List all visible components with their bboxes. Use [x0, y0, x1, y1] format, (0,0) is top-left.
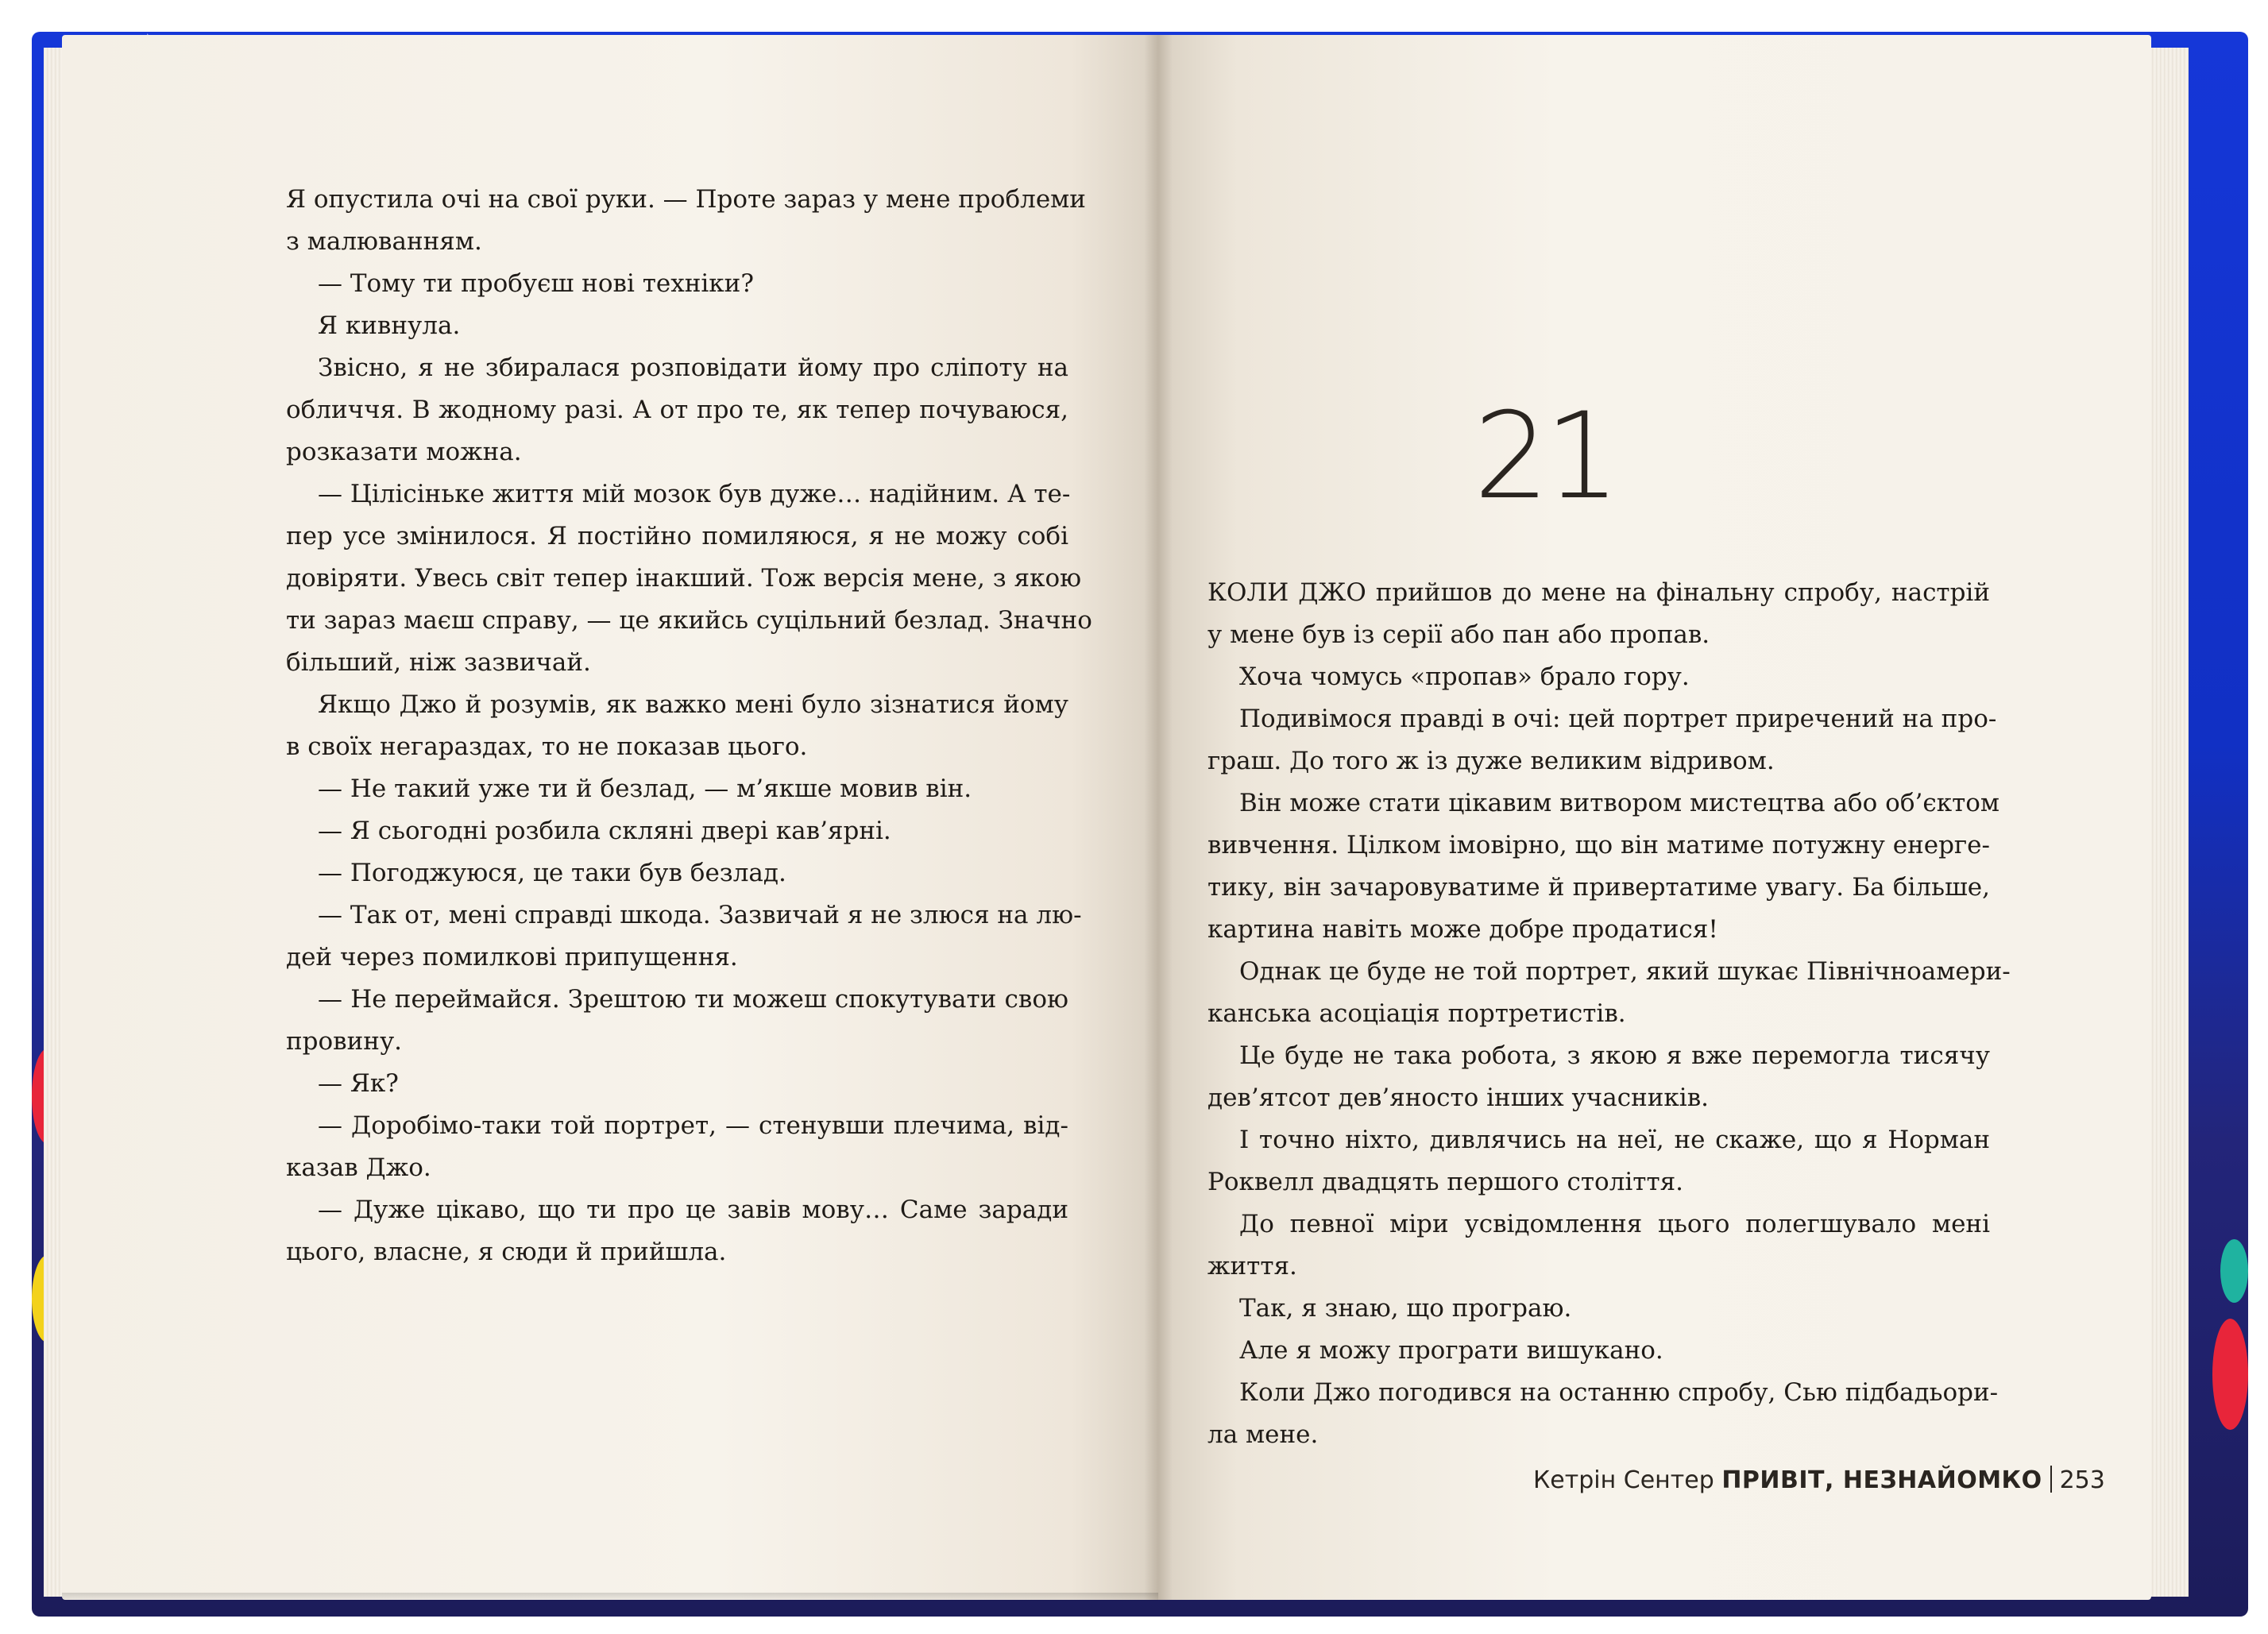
text-line: — Не такий уже ти й безлад, — м’якше мовив він.: [318, 775, 972, 803]
running-footer: [1533, 1466, 2105, 1494]
text-line: Подивімося правді в очі: цей портрет приречений на про-: [1239, 705, 1997, 733]
text-line: — Доробімо-таки той портрет, — стенувши плечима, від-: [318, 1111, 1068, 1140]
text-line: — Тому ти пробуєш нові техніки?: [318, 269, 754, 298]
text-line: — Погоджуюся, це таки був безлад.: [318, 859, 786, 887]
text-line: Звісно, я не збиралася розповідати йому про сліпоту на: [318, 353, 1068, 382]
left-page-text: [286, 179, 1092, 1273]
text-line: ти зараз маєш справу, — це якийсь суцільний безлад. Значно: [286, 606, 1092, 635]
text-line: граш. До того ж із дуже великим відривом.: [1207, 747, 1775, 775]
text-line: обличчя. В жодному разі. А от про те, як тепер почуваюся,: [286, 396, 1068, 424]
text-line: розказати можна.: [286, 438, 522, 466]
text-line: Він може стати цікавим витвором мистецтва або об’єктом: [1239, 789, 2000, 817]
flower-decoration: [2220, 1239, 2248, 1303]
chapter-number: 21: [1474, 388, 1616, 526]
text-line: канська асоціація портретистів.: [1207, 999, 1626, 1028]
text-line: дей через помилкові припущення.: [286, 943, 738, 972]
text-line: провину.: [286, 1027, 403, 1056]
page-shadow: [62, 1593, 1158, 1602]
footer-author: Кетрін Сентер: [1533, 1466, 1714, 1494]
text-line: у мене був із серії або пан або пропав.: [1207, 620, 1710, 649]
text-line: — Так от, мені справді шкода. Зазвичай я не злюся на лю-: [318, 901, 1082, 929]
text-line: — Не переймайся. Зрештою ти можеш спокутувати свою: [318, 985, 1068, 1014]
footer-separator: [2050, 1466, 2052, 1493]
text-line: Я кивнула.: [318, 311, 461, 340]
text-line: цього, власне, я сюди й прийшла.: [286, 1238, 727, 1266]
text-line: в своїх негараздах, то не показав цього.: [286, 732, 808, 761]
page-block-edge: [2145, 48, 2189, 1597]
footer-book-title: ПРИВІТ, НЕЗНАЙОМКО: [1721, 1466, 2042, 1494]
text-line: Коли Джо погодився на останню спробу, Сью підбадьори-: [1239, 1378, 1999, 1407]
right-page-text: [1207, 572, 2011, 1456]
flower-decoration: [2212, 1319, 2248, 1430]
text-line: довіряти. Увесь світ тепер інакший. Тож версія мене, з якою: [286, 564, 1082, 593]
text-line: Однак це буде не той портрет, який шукає Північноамери-: [1239, 957, 2011, 986]
text-line: вивчення. Цілком імовірно, що він матиме потужну енерге-: [1207, 831, 1990, 859]
text-line: дев’ятсот дев’яносто інших учасників.: [1207, 1084, 1710, 1112]
text-line: — Цілісіньке життя мій мозок був дуже… надійним. А те-: [318, 480, 1071, 508]
text-line: — Я сьогодні розбила скляні двері кав’ярні.: [318, 817, 891, 845]
text-line: Це буде не така робота, з якою я вже перемогла тисячу: [1239, 1041, 1990, 1070]
text-line: Так, я знаю, що програю.: [1239, 1294, 1572, 1323]
text-line: життя.: [1207, 1252, 1297, 1281]
text-line: картина навіть може добре продатися!: [1207, 915, 1718, 944]
text-line: Але я можу програти вишукано.: [1239, 1336, 1663, 1365]
text-line: більший, ніж зазвичай.: [286, 648, 591, 677]
book-gutter: [1144, 35, 1173, 1600]
text-line: пер усе змінилося. Я постійно помиляюся, я не можу собі: [286, 522, 1068, 550]
text-line: Я опустила очі на свої руки. — Проте зараз у мене проблеми: [286, 185, 1086, 214]
text-line: Роквелл двадцять першого століття.: [1207, 1168, 1684, 1196]
text-line: тику, він зачаровуватиме й привертатиме увагу. Ба більше,: [1207, 873, 1990, 902]
text-line: казав Джо.: [286, 1153, 431, 1182]
text-line: — Як?: [318, 1069, 399, 1098]
text-line: Якщо Джо й розумів, як важко мені було зізнатися йому: [318, 690, 1068, 719]
text-line: з малюванням.: [286, 227, 482, 256]
page-number: 253: [2059, 1466, 2105, 1494]
text-line: І точно ніхто, дивлячись на неї, не скаже, що я Норман: [1239, 1126, 1990, 1154]
text-line: ла мене.: [1207, 1420, 1319, 1449]
text-line: КОЛИ ДЖО прийшов до мене на фінальну спробу, настрій: [1207, 578, 1990, 607]
text-line: — Дуже цікаво, що ти про це завів мову… Саме заради: [318, 1196, 1068, 1224]
text-line: До певної міри усвідомлення цього полегшувало мені: [1239, 1210, 1990, 1238]
text-line: Хоча чомусь «пропав» брало гору.: [1239, 662, 1690, 691]
